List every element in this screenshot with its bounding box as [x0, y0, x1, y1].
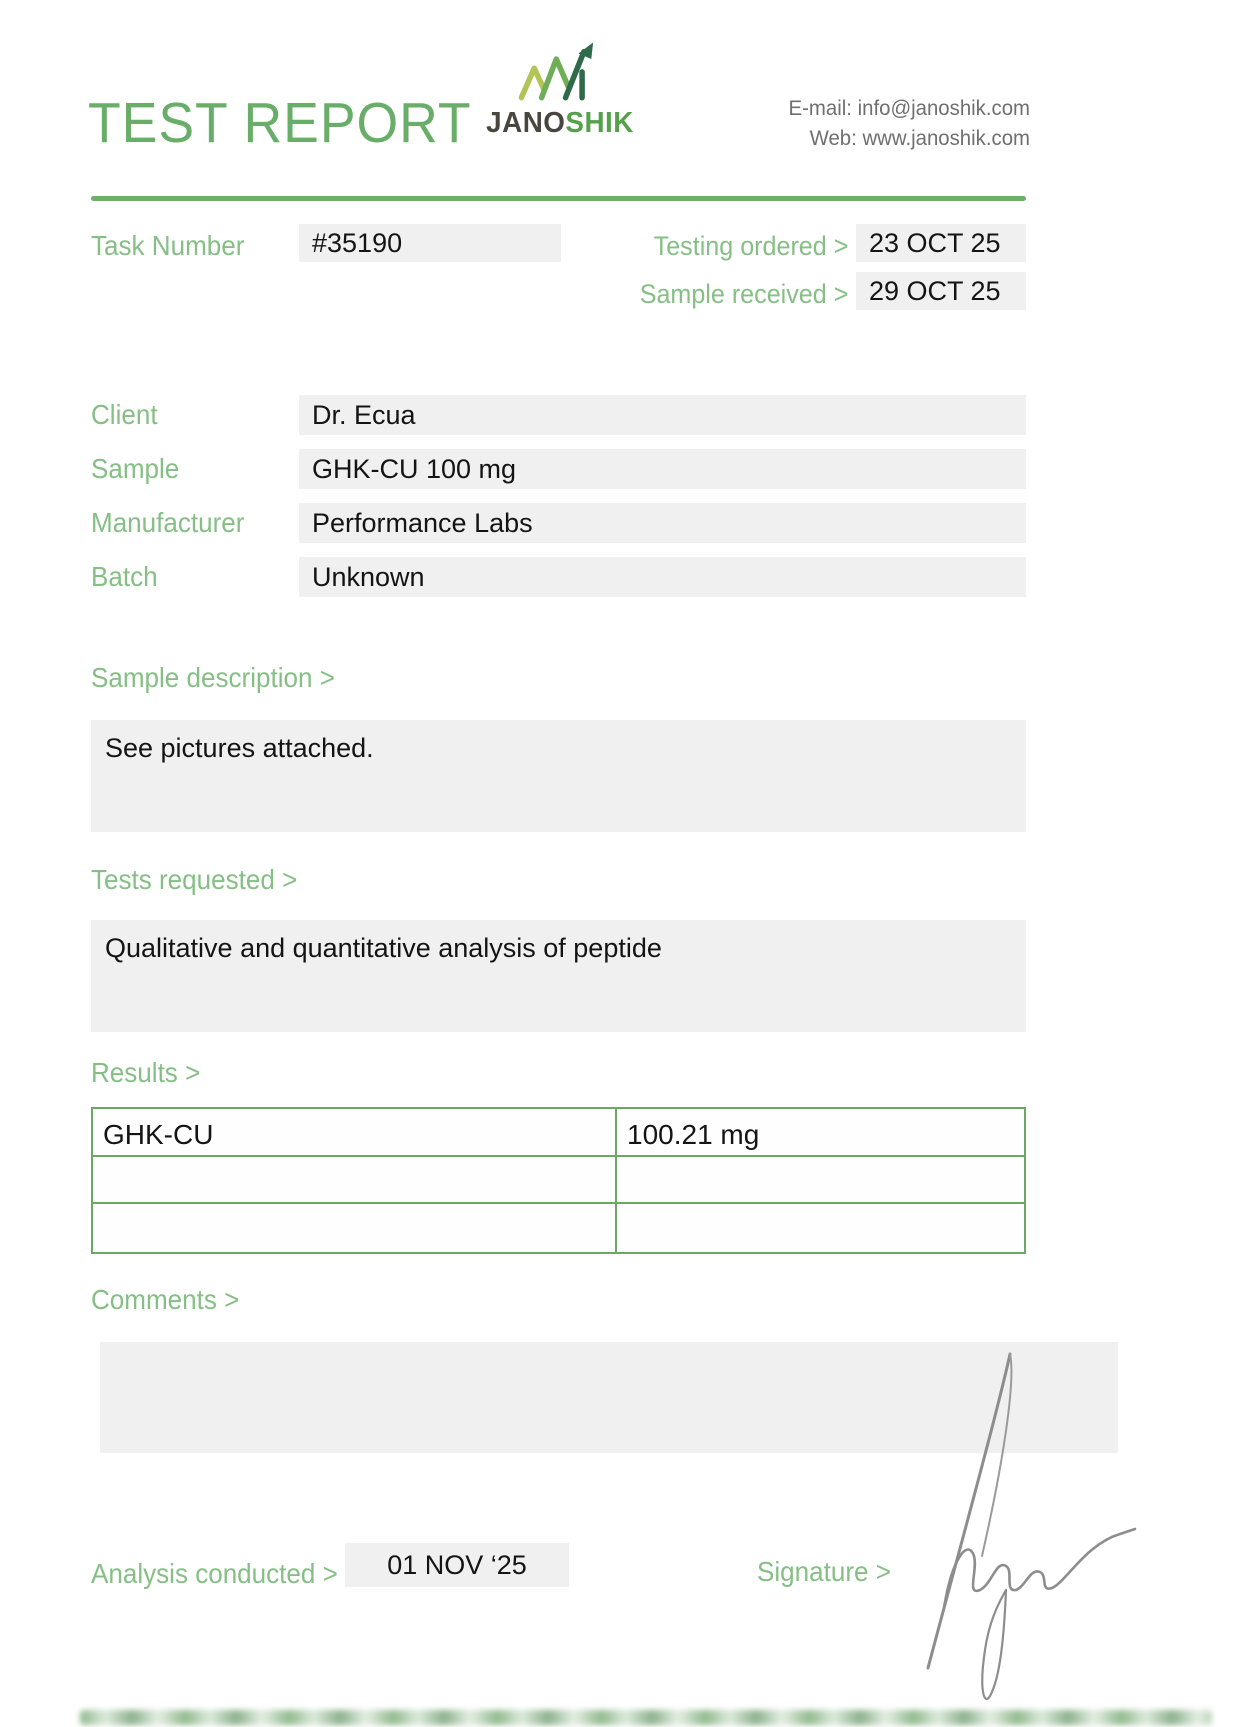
sample-value: GHK-CU 100 mg: [299, 449, 1026, 489]
tests-requested-label: Tests requested >: [91, 864, 298, 895]
task-number-value: #35190: [299, 224, 561, 262]
page-title: TEST REPORT: [88, 91, 472, 155]
logo-wordmark-dark: JANO: [486, 107, 566, 139]
signature-label: Signature >: [757, 1556, 891, 1587]
batch-value: Unknown: [299, 557, 1026, 597]
results-cell-empty: [617, 1157, 1024, 1205]
results-cell-empty: [617, 1204, 1024, 1252]
analysis-conducted-label: Analysis conducted >: [91, 1558, 338, 1589]
results-label: Results >: [91, 1057, 201, 1088]
logo-wordmark: [472, 107, 649, 140]
sample-description-label: Sample description >: [91, 662, 335, 693]
client-value: Dr. Ecua: [299, 395, 1026, 435]
contact-email: E-mail: info@janoshik.com: [788, 97, 1030, 120]
contact-info: [710, 94, 1030, 154]
testing-ordered-value: 23 OCT 25: [856, 224, 1026, 262]
sample-description-box: See pictures attached.: [91, 720, 1026, 832]
cut-off-footer-text: [80, 1710, 1212, 1725]
results-table: [91, 1107, 1026, 1254]
results-cell-empty: [93, 1157, 617, 1205]
results-cell-analyte: GHK-CU: [93, 1109, 617, 1157]
contact-web: Web: www.janoshik.com: [809, 127, 1030, 150]
sample-received-label: Sample received >: [639, 279, 848, 309]
chart-peaks-icon: [514, 40, 606, 102]
janoshik-logo: [468, 40, 652, 140]
analysis-conducted-value: 01 NOV ‘25: [345, 1543, 569, 1587]
manufacturer-label: Manufacturer: [91, 507, 245, 538]
results-cell-amount: 100.21 mg: [617, 1109, 1024, 1157]
batch-label: Batch: [91, 561, 158, 592]
client-label: Client: [91, 399, 158, 430]
testing-ordered-label: Testing ordered >: [653, 231, 848, 261]
results-cell-empty: [93, 1204, 617, 1252]
tests-requested-box: Qualitative and quantitative analysis of peptide: [91, 920, 1026, 1032]
manufacturer-value: Performance Labs: [299, 503, 1026, 543]
sample-label: Sample: [91, 453, 180, 484]
header-divider: [91, 196, 1026, 201]
signature-image: [888, 1338, 1144, 1710]
comments-label: Comments >: [91, 1284, 240, 1315]
task-number-label: Task Number: [91, 230, 245, 261]
logo-wordmark-green: SHIK: [565, 107, 634, 139]
sample-received-value: 29 OCT 25: [856, 272, 1026, 310]
